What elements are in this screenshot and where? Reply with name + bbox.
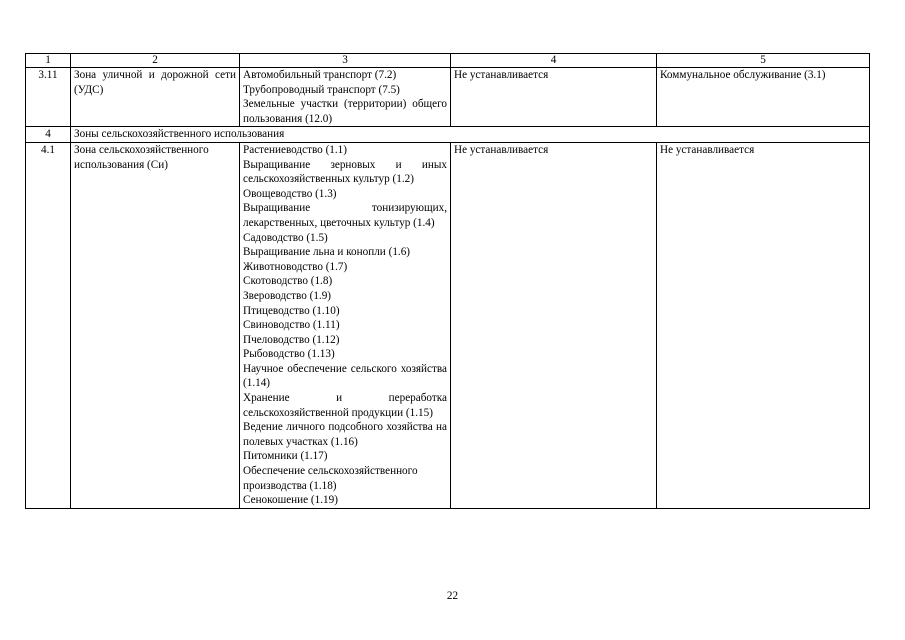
use-entry: Научное обеспечение сельского хозяйства (1.14) xyxy=(243,362,447,390)
use-entry: Обеспечение сельскохозяйственного производства (1.18) xyxy=(243,465,418,492)
use-entry: Выращивание зерновых и иных сельскохозяйственных культур (1.2) xyxy=(243,158,447,186)
use-entry: Звероводство (1.9) xyxy=(243,289,332,302)
zone-name: Зона сельскохозяйственного использования (Си) xyxy=(71,142,240,508)
use-entry: Ведение личного подсобного хозяйства на полевых участках (1.16) xyxy=(243,421,447,448)
use-entry: Пчеловодство (1.12) xyxy=(243,333,340,346)
use-entry: Трубопроводный транспорт (7.5) xyxy=(243,83,400,96)
row-number: 3.11 xyxy=(26,68,71,127)
use-entry: Выращивание льна и конопли (1.6) xyxy=(243,246,411,259)
page-number: 22 xyxy=(446,590,459,602)
header-col-1: 1 xyxy=(26,54,71,68)
use-entry: Животноводство (1.7) xyxy=(243,260,348,273)
section-row xyxy=(26,127,870,143)
use-entry: Растениеводство (1.1) xyxy=(243,143,348,156)
use-entry: Земельные участки (территории) общего пользования (12.0) xyxy=(243,98,447,125)
zone-name: Зона уличной и дорожной сети (УДС) xyxy=(71,68,240,127)
header-col-5: 5 xyxy=(657,54,870,68)
header-col-3: 3 xyxy=(240,54,451,68)
use-entry: Выращивание тонизирующих, лекарственных, цветочных культур (1.4) xyxy=(243,202,447,229)
table-row xyxy=(26,68,870,127)
use-entry: Рыбоводство (1.13) xyxy=(243,348,335,361)
use-entry: Питомники (1.17) xyxy=(243,450,328,463)
row-number: 4.1 xyxy=(26,142,71,508)
use-entry: Сенокошение (1.19) xyxy=(243,494,338,507)
zoning-table xyxy=(25,53,870,509)
table-row xyxy=(26,142,870,508)
header-row xyxy=(26,54,870,68)
use-entry: Садоводство (1.5) xyxy=(243,231,328,244)
col5-value: Коммунальное обслуживание (3.1) xyxy=(657,68,870,127)
section-title: Зоны сельскохозяйственного использования xyxy=(71,127,870,143)
use-entry: Хранение и переработка сельскохозяйственной продукции (1.15) xyxy=(243,392,447,419)
header-col-4: 4 xyxy=(451,54,657,68)
col4-value: Не устанавливается xyxy=(451,68,657,127)
use-entry: Птицеводство (1.10) xyxy=(243,304,340,317)
permitted-uses xyxy=(240,142,451,508)
use-entry: Свиноводство (1.11) xyxy=(243,319,340,332)
col5-value: Не устанавливается xyxy=(657,142,870,508)
use-entry: Автомобильный транспорт (7.2) xyxy=(243,69,397,81)
use-entry: Скотоводство (1.8) xyxy=(243,275,333,288)
permitted-uses xyxy=(240,68,451,127)
section-number: 4 xyxy=(26,127,71,143)
use-entry: Овощеводство (1.3) xyxy=(243,187,337,200)
col4-value: Не устанавливается xyxy=(451,142,657,508)
header-col-2: 2 xyxy=(71,54,240,68)
